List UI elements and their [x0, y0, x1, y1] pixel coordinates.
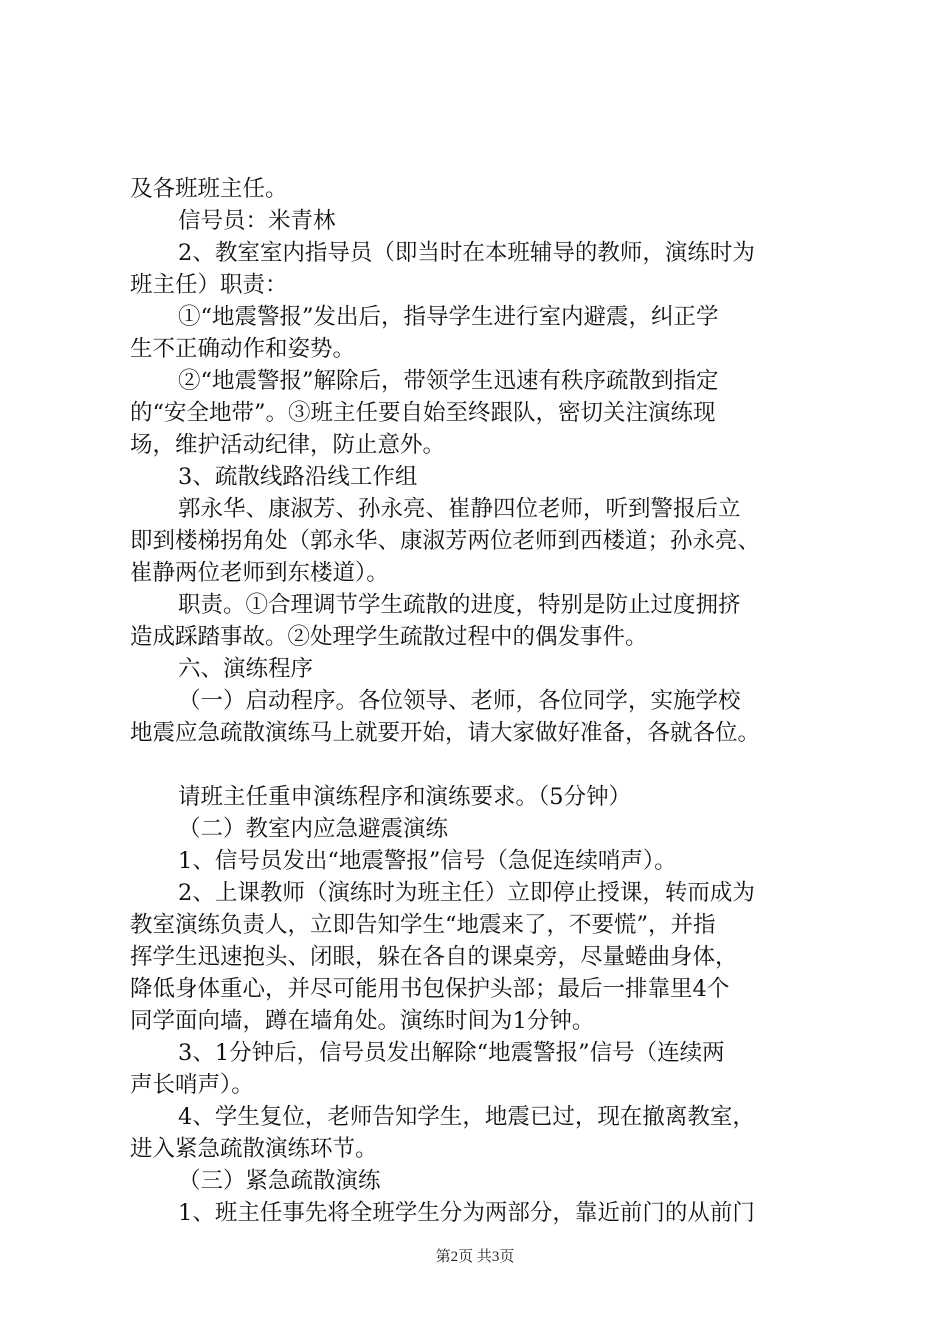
text-line: 3、1分钟后，信号员发出解除“地震警报”信号（连续两 [178, 1040, 725, 1066]
text-line: 2、上课教师（演练时为班主任）立即停止授课，转而成为 [178, 880, 755, 906]
text-line: 4、学生复位，老师告知学生，地震已过，现在撤离教室， [178, 1104, 755, 1130]
text-line: 信号员：米青林 [178, 208, 336, 234]
text-line: ①“地震警报”发出后，指导学生进行室内避震，纠正学 [178, 304, 719, 330]
text-line: （三）紧急疏散演练 [178, 1168, 381, 1194]
text-line: 即到楼梯拐角处（郭永华、康淑芳两位老师到西楼道；孙永亮、 [130, 528, 761, 554]
text-line: 崔静两位老师到东楼道）。 [130, 560, 389, 586]
text-line: 造成踩踏事故。②处理学生疏散过程中的偶发事件。 [130, 624, 648, 650]
text-line: 3、疏散线路沿线工作组 [178, 464, 418, 490]
text-line: （一）启动程序。各位领导、老师，各位同学，实施学校 [178, 688, 741, 714]
text-line: 班主任）职责： [130, 272, 288, 298]
text-line: 声长哨声）。 [130, 1072, 254, 1098]
text-line: 降低身体重心，并尽可能用书包保护头部；最后一排靠里4个 [130, 976, 730, 1002]
text-line: 1、信号员发出“地震警报”信号（急促连续哨声）。 [178, 848, 677, 874]
text-line: 请班主任重申演练程序和演练要求。（5分钟） [178, 784, 632, 810]
text-line: 同学面向墙，蹲在墙角处。演练时间为1分钟。 [130, 1008, 595, 1034]
text-line: 六、演练程序 [178, 656, 314, 682]
text-line: 生不正确动作和姿势。 [130, 336, 356, 362]
text-line: 场，维护活动纪律，防止意外。 [130, 432, 446, 458]
text-line: 1、班主任事先将全班学生分为两部分，靠近前门的从前门 [178, 1200, 755, 1226]
text-line: 地震应急疏散演练马上就要开始，请大家做好准备，各就各位。 [130, 720, 761, 746]
text-line: 职责。①合理调节学生疏散的进度，特别是防止过度拥挤 [178, 592, 741, 618]
text-line: 及各班班主任。 [130, 176, 288, 202]
text-line: 的“安全地带”。③班主任要自始至终跟队，密切关注演练现 [130, 400, 716, 426]
text-line: 郭永华、康淑芳、孙永亮、崔静四位老师，听到警报后立 [178, 496, 741, 522]
text-line: 挥学生迅速抱头、闭眼，躲在各自的课桌旁，尽量蜷曲身体， [130, 944, 738, 970]
text-line: 教室演练负责人，立即告知学生“地震来了，不要慌”，并指 [130, 912, 716, 938]
text-line: 进入紧急疏散演练环节。 [130, 1136, 378, 1162]
text-line: （二）教室内应急避震演练 [178, 816, 449, 842]
page-footer: 第2页 共3页 [435, 1249, 515, 1265]
text-line: 2、教室室内指导员（即当时在本班辅导的教师，演练时为 [178, 240, 755, 266]
text-line: ②“地震警报”解除后，带领学生迅速有秩序疏散到指定 [178, 368, 719, 394]
